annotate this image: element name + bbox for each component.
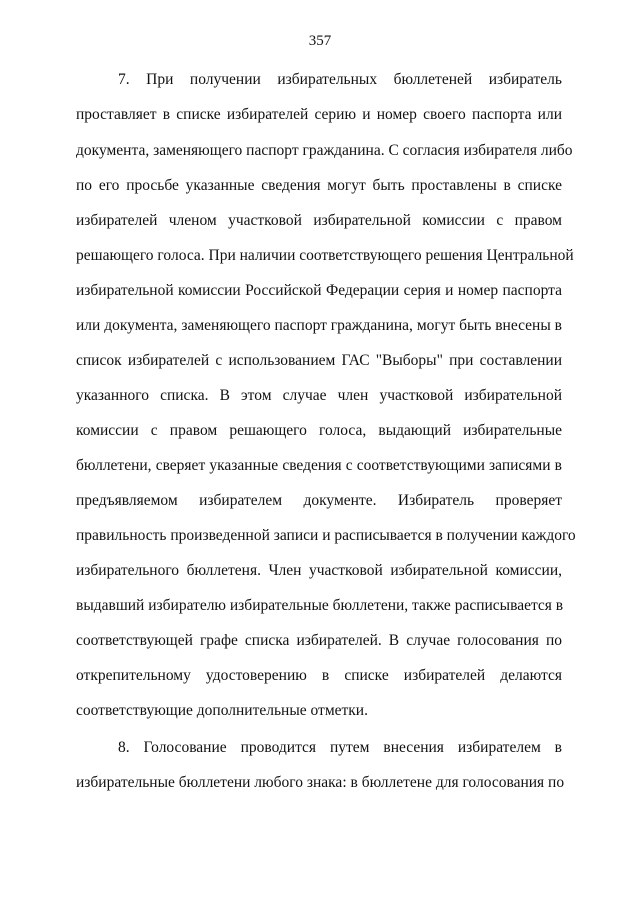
paragraph-7-line-12: бюллетени, сверяет указанные сведения с соответствующими записями в <box>76 457 562 474</box>
paragraph-7-line-18: открепительному удостоверению в списке избирателей делаются <box>76 667 562 684</box>
paragraph-7-line-2: проставляет в списке избирателей серию и номер своего паспорта или <box>76 106 562 123</box>
paragraph-7-line-6: решающего голоса. При наличии соответствующего решения Центральной <box>76 247 574 264</box>
paragraph-7-line-9: список избирателей с использованием ГАС "Выборы" при составлении <box>76 352 562 369</box>
paragraph-7-line-15: избирательного бюллетеня. Член участковой избирательной комиссии, <box>76 562 562 579</box>
paragraph-7-line-17: соответствующей графе списка избирателей. В случае голосования по <box>76 632 562 649</box>
paragraph-7-line-4: по его просьбе указанные сведения могут быть проставлены в списке <box>76 177 562 194</box>
paragraph-7-line-8: или документа, заменяющего паспорт гражданина, могут быть внесены в <box>76 317 562 334</box>
paragraph-7-line-11: комиссии с правом решающего голоса, выдающий избирательные <box>76 422 562 439</box>
paragraph-7-line-16: выдавший избирателю избирательные бюллетени, также расписывается в <box>76 597 564 614</box>
paragraph-8-line-1: 8. Голосование проводится путем внесения избирателем в <box>118 739 562 756</box>
paragraph-7-line-1: 7. При получении избирательных бюллетеней избиратель <box>118 71 562 88</box>
paragraph-7-line-13: предъявляемом избирателем документе. Избиратель проверяет <box>76 492 562 509</box>
paragraph-7-line-14: правильность произведенной записи и расписывается в получении каждого <box>76 527 576 544</box>
paragraph-7-line-7: избирательной комиссии Российской Федерации серия и номер паспорта <box>76 282 562 299</box>
paragraph-7-line-3: документа, заменяющего паспорт гражданина. С согласия избирателя либо <box>76 142 573 159</box>
paragraph-8-line-2: избирательные бюллетени любого знака: в бюллетене для голосования по <box>76 774 565 791</box>
page-number: 357 <box>308 33 332 49</box>
paragraph-7-line-5: избирателей членом участковой избирательной комиссии с правом <box>76 212 562 229</box>
paragraph-7-line-19: соответствующие дополнительные отметки. <box>76 702 368 719</box>
paragraph-7-line-10: указанного списка. В этом случае член участковой избирательной <box>76 387 562 404</box>
